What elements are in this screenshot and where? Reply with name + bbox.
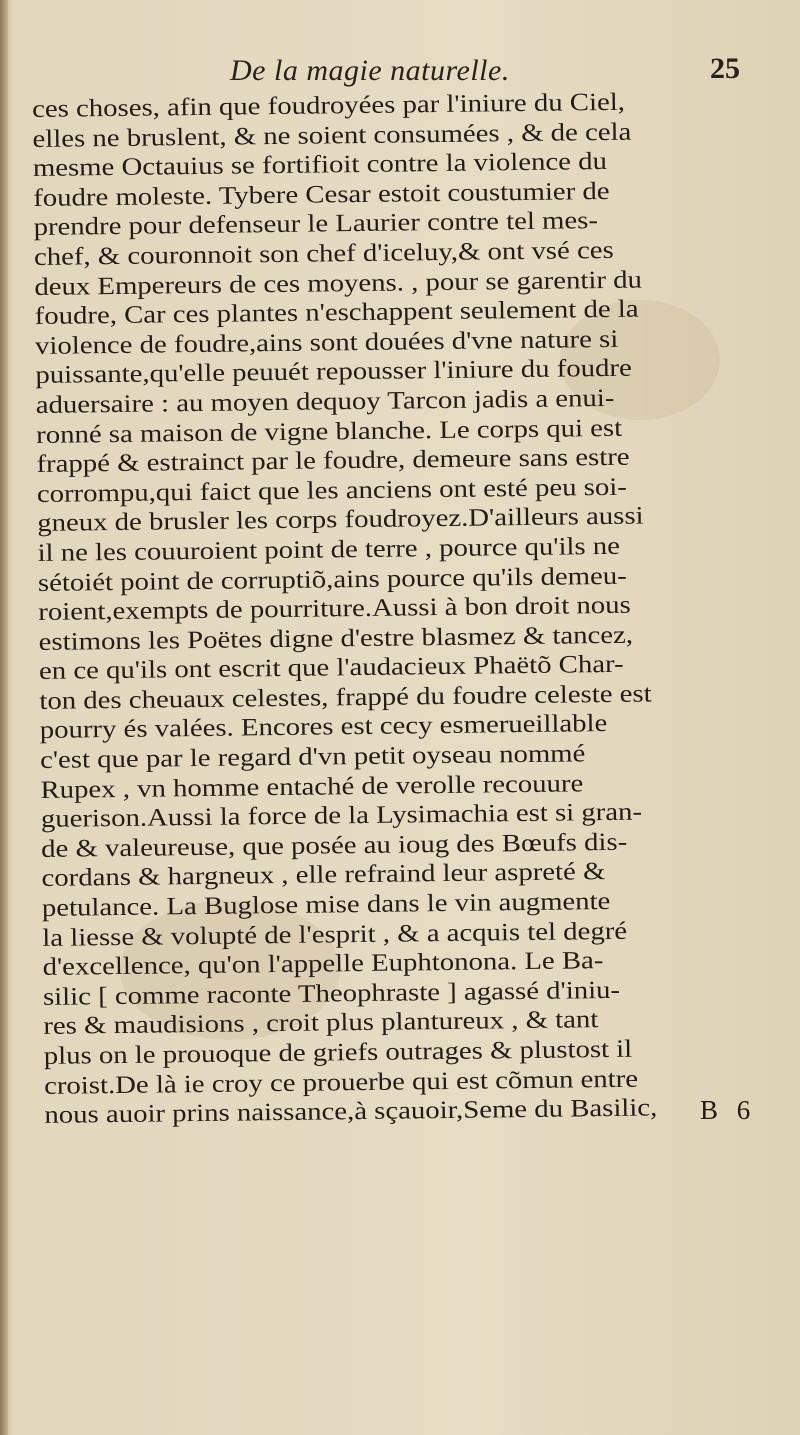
text-line: elles ne bruslent, & ne soient consumées , & de cela (32, 118, 632, 153)
text-line: Rupex , vn homme entaché de verolle recouure (40, 769, 584, 804)
text-line: silic [ comme raconte Theophraste ] agassé d'iniu- (42, 976, 621, 1011)
signature-mark: B 6 (700, 1095, 757, 1125)
text-line: ces choses, afin que foudroyées par l'iniure du Ciel, (32, 88, 626, 123)
text-line: deux Empereurs de ces moyens. , pour se garentir du (34, 266, 643, 301)
text-line: pourry és valées. Encores est cecy esmerueillable (39, 710, 608, 745)
text-line: foudre, Car ces plantes n'eschappent seulement de la (34, 295, 639, 331)
text-line: plus on le prouoque de griefs outrages & plustost il (43, 1035, 633, 1070)
text-line: estimons les Poëtes digne d'estre blasmez & tancez, (38, 621, 634, 656)
text-line: ronné sa maison de vigne blanche. Le corps qui est (35, 414, 623, 449)
text-line: d'excellence, qu'on l'appelle Euphtonona. Le Ba- (42, 947, 604, 982)
running-title: De la magie naturelle. (230, 54, 510, 87)
text-line: croist.De là ie croy ce prouerbe qui est cõmun entre (43, 1065, 639, 1100)
text-line: foudre moleste. Tybere Cesar estoit coustumier de (33, 177, 610, 212)
page-spine (0, 0, 8, 1435)
text-line: en ce qu'ils ont escrit que l'audacieux Phaëtõ Char- (38, 651, 624, 686)
text-line: prendre pour defenseur le Laurier contre tel mes- (33, 207, 599, 242)
text-line: res & maudisions , croit plus plantureux , & tant (43, 1006, 599, 1041)
text-line: roient,exempts de pourriture.Aussi à bon droit nous (38, 591, 631, 627)
text-line: nous auoir prins naissance,à sçauoir,Seme du Basilic, (44, 1094, 658, 1130)
text-line: guerison.Aussi la force de la Lysimachia est si gran- (40, 798, 643, 834)
text-line: c'est que par le regard d'vn petit oyseau nommé (39, 740, 586, 775)
text-line: petulance. La Buglose mise dans le vin augmente (41, 888, 611, 922)
text-line: de & valeureuse, que posée au ioug des Bœufs dis- (41, 828, 628, 863)
text-line: corrompu,qui faict que les anciens ont esté peu soi- (36, 473, 628, 508)
text-line: violence de foudre,ains sont douées d'vne nature si (34, 325, 619, 360)
text-line: il ne les couuroient point de terre , pource qu'ils ne (37, 532, 621, 567)
page-number: 25 (710, 52, 740, 85)
text-line: frappé & estrainct par le foudre, demeure sans estre (36, 443, 630, 479)
text-line: cordans & hargneux , elle refraind leur aspreté & (41, 858, 606, 893)
text-line: aduersaire : au moyen dequoy Tarcon jadis a enui- (35, 384, 615, 419)
text-line: chef, & couronnoit son chef d'iceluy,& ont vsé ces (33, 236, 614, 271)
text-line: mesme Octauius se fortifioit contre la violence du (32, 148, 608, 183)
text-line: puissante,qu'elle peuuét repousser l'iniure du foudre (35, 355, 632, 390)
text-line: ton des cheuaux celestes, frappé du foudre celeste est (39, 680, 652, 715)
body-text (32, 86, 790, 1131)
text-line: la liesse & volupté de l'esprit , & a acquis tel degré (42, 917, 628, 952)
text-line: sétoiét point de corruptiõ,ains pource qu'ils demeu- (37, 562, 627, 597)
text-line: gneux de brusler les corps foudroyez.D'ailleurs aussi (37, 502, 644, 538)
